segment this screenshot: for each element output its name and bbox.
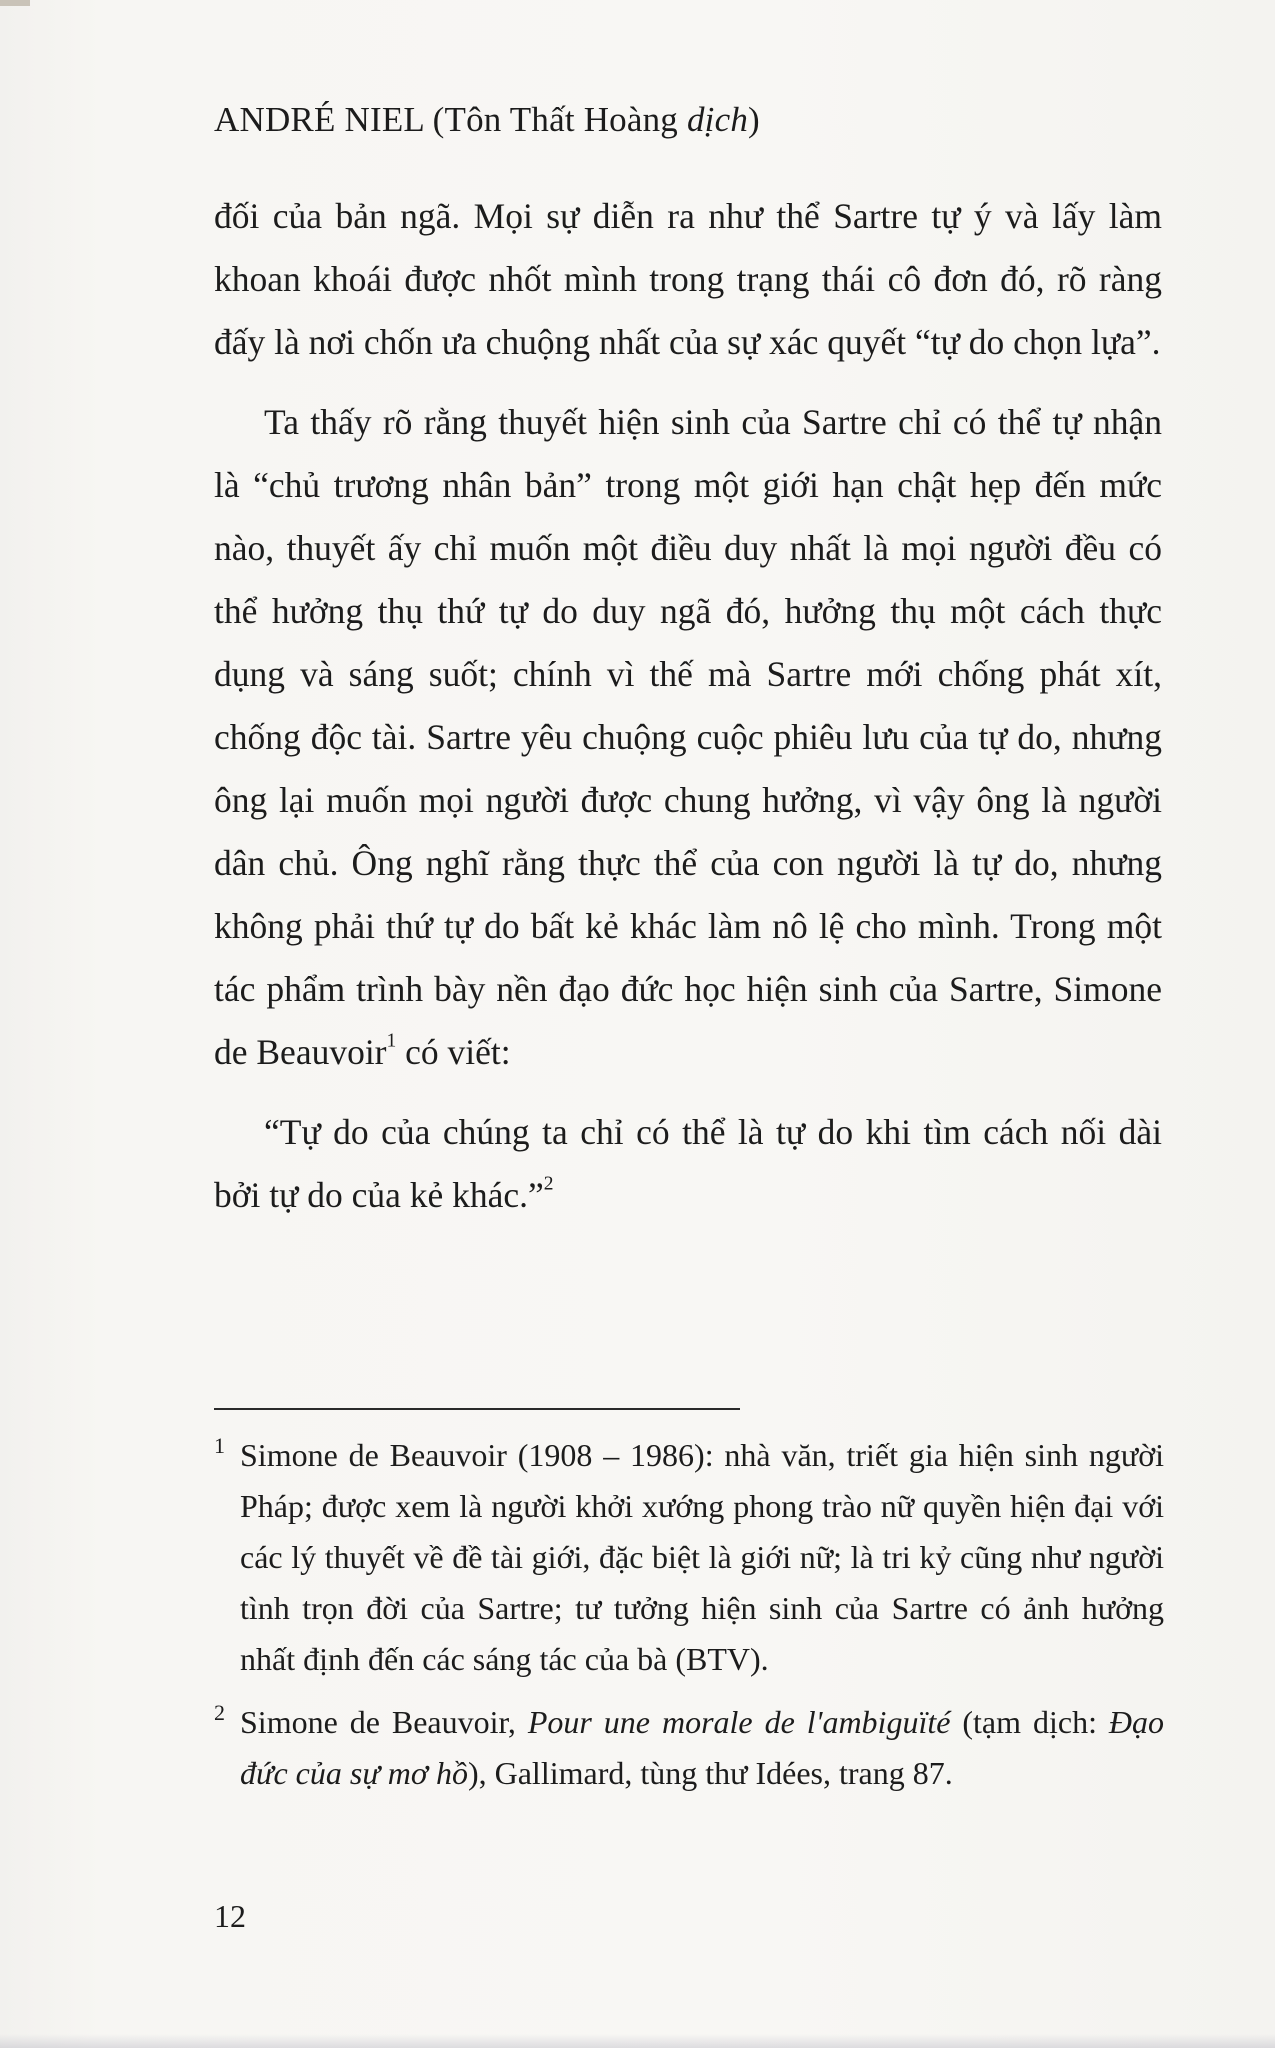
footnote-1-text: Simone de Beauvoir (1908 – 1986): nhà văn, triết gia hiện sinh người Pháp; được xem là người khởi xướng phong trào nữ quyền hiện đại với các lý thuyết về đề tài giới, đặc biệt là giới nữ; là tri kỷ cũng như người tình trọn đời của Sartre; tư tưởng hiện sinh của Sartre có ảnh hưởng nhất định đến các sáng tác của bà (BTV). [240,1437,1164,1677]
footnote-2-translated-title: Đạo đức của sự mơ hồ [240,1704,1165,1791]
footnote-2-text: Simone de Beauvoir, Pour une morale de l'ambiguïté (tạm dịch: Đạo đức của sự mơ hồ), Gallimard, tùng thư Idées, trang 87. [240,1704,1165,1791]
paragraph-3-quote: “Tự do của chúng ta chỉ có thể là tự do khi tìm cách nối dài bởi tự do của kẻ khác.”$^2$ [214,1112,1162,1215]
header-translator-role: dịch [686,100,749,139]
footnote-2 [214,1697,1164,1799]
footnote-ref-2[interactable]: 2 [543,1173,554,1195]
paragraph-2: Ta thấy rõ rằng thuyết hiện sinh của Sartre chỉ có thể tự nhận là “chủ trương nhân bản” trong một giới hạn chật hẹp đến mức nào, thuyết ấy chỉ muốn một điều duy nhất là mọi người đều có thể hưởng thụ thứ tự do duy ngã đó, hưởng thụ một cách thực dụng và sáng suốt; chính vì thế mà Sartre mới chống phát xít, chống độc tài. Sartre yêu chuộng cuộc phiêu lưu của tự do, nhưng ông lại muốn mọi người được chung hưởng, vì vậy ông là người dân chủ. Ông nghĩ rằng thực thể của con người là tự do, nhưng không phải thứ tự do bất kẻ khác làm nô lệ cho mình. Trong một tác phẩm trình bày nền đạo đức học hiện sinh của Sartre, Simone de Beauvoir$^1$ có viết: [214,402,1162,1072]
body-text [214,185,1162,1244]
page-number: 12 [214,1898,246,1934]
footnote-separator [214,1408,740,1410]
header-translator: (Tôn Thất Hoàng dịch) [432,100,760,139]
footnote-ref-1[interactable]: 1 [386,1030,397,1052]
page-edge-mark [0,0,30,6]
running-header [214,100,760,140]
paragraph-1: đối của bản ngã. Mọi sự diễn ra như thể Sartre tự ý và lấy làm khoan khoái được nhốt mình trong trạng thái cô đơn đó, rõ ràng đấy là nơi chốn ưa chuộng nhất của sự xác quyết “tự do chọn lựa”. [214,196,1162,362]
footnote-2-book-title: Pour une morale de l'ambiguïté [527,1704,951,1740]
footnote-1-number: 1 [214,1433,225,1458]
header-author: ANDRÉ NIEL [214,100,424,139]
footnote-1 [214,1430,1164,1685]
footnote-2-number: 2 [214,1700,225,1725]
footnotes [214,1430,1164,1811]
page-bottom-edge [0,2034,1275,2048]
